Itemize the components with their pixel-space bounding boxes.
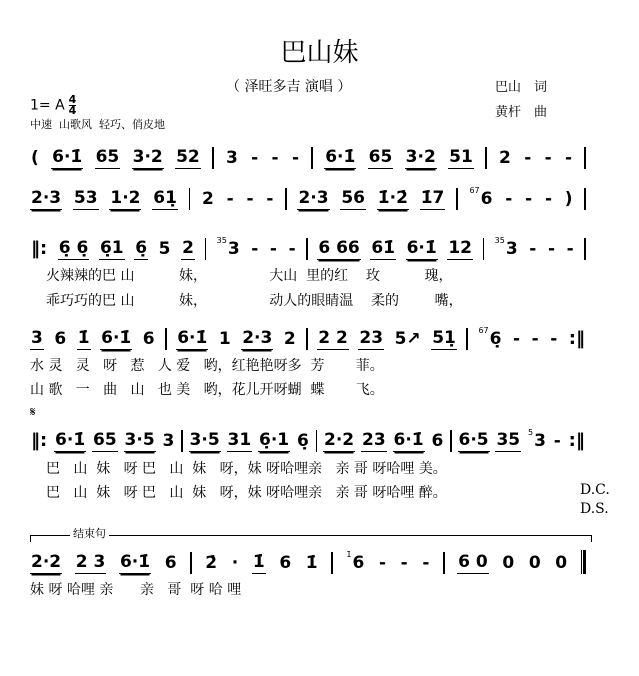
note-group [370, 239, 396, 260]
note-text: - [291, 148, 299, 168]
note-text: 56 [341, 188, 366, 208]
note-group [305, 554, 319, 574]
note-text: 6·1̇ [55, 430, 86, 450]
note-text: 51̣ [432, 328, 456, 348]
note-text: 23 [361, 430, 386, 450]
dash-hold [250, 149, 259, 169]
note-text: 6·1̇ [393, 430, 424, 450]
dash-hold [524, 190, 533, 210]
note-text: - [529, 239, 537, 259]
note-text: 2 [499, 148, 511, 168]
staff-line-1 [30, 145, 586, 169]
note-text: 6·5 [458, 430, 489, 450]
note-text: - [553, 431, 561, 451]
note-text: 6·1̇ [101, 328, 132, 348]
note-text: 65 [93, 430, 117, 450]
bar-line [456, 188, 458, 210]
note-text: - [544, 189, 552, 209]
ds-marking: D.S. [580, 501, 609, 517]
note-text: 6̣ [296, 431, 309, 451]
note-text: 12 [448, 238, 472, 258]
note-text: - [271, 148, 279, 168]
note-group [431, 329, 457, 350]
note-group [99, 239, 125, 260]
note-text: 6 66 [318, 238, 360, 258]
note-text: 3 [505, 239, 518, 259]
note-group [109, 189, 141, 210]
note-group [241, 329, 273, 350]
note-group [406, 239, 438, 260]
note-text: 35 [496, 430, 521, 450]
lyric-line6: 妹 呀 哈哩 亲 亲 哥 呀 哈 哩 [30, 582, 242, 598]
final-bar-line [581, 550, 586, 574]
note-text: 6 [142, 329, 155, 349]
note-text: 6 0 [458, 552, 488, 572]
dash-hold [544, 190, 553, 210]
note-text: 65 [368, 147, 393, 167]
bar-line [306, 328, 308, 350]
note-text: 3 [162, 431, 175, 451]
note-text: 6 [480, 189, 493, 209]
repeat-sign: :‖ [568, 328, 585, 349]
note-text: 51 [449, 147, 473, 167]
note-group [448, 148, 474, 169]
note-group [124, 431, 156, 452]
staff-line-2 [30, 186, 586, 210]
note-group [134, 239, 148, 260]
staff-line-3 [30, 236, 586, 260]
repeat-sign: ‖: [31, 238, 48, 259]
dash-hold [512, 330, 521, 350]
note-text: - [547, 239, 556, 259]
note-group [501, 554, 515, 574]
note-text: 2̇ [205, 553, 218, 573]
dash-hold [226, 190, 235, 210]
note-group [324, 148, 356, 169]
note-text: 0 [555, 553, 568, 573]
bar-line [165, 328, 167, 350]
note-text: 3·5 [124, 430, 155, 450]
note-text: 6·1̇ [177, 328, 208, 348]
note-group [528, 554, 542, 574]
bar-line [443, 552, 445, 574]
note-group [457, 553, 489, 574]
bar-line [450, 430, 452, 452]
bar-line [331, 552, 333, 574]
dash-hold [544, 149, 553, 169]
note-text: 3·5 [189, 430, 220, 450]
note-text: 3·2 [132, 147, 163, 167]
note-text: 2·2 [31, 552, 62, 572]
note-group [73, 189, 99, 210]
note-group [420, 189, 446, 210]
note-text: - [550, 329, 558, 349]
dash-hold [250, 240, 259, 260]
note-group [189, 431, 221, 452]
note-group [231, 554, 239, 574]
note-group [227, 431, 253, 452]
grace-note: 67 [469, 186, 480, 195]
note-text: 6 [54, 329, 67, 349]
note-text: 2 [182, 238, 194, 258]
ending-label: 结束句 [70, 527, 109, 541]
time-signature [69, 95, 77, 116]
bar-line [316, 430, 318, 452]
repeat-sign: :‖ [568, 430, 585, 451]
note-group [368, 148, 394, 169]
lyric-verse2-line3: 乖巧巧的巴 山 妹， 动人的眼睛温 柔的 嘴， [46, 293, 463, 309]
note-text: - [531, 329, 539, 349]
bar-line [212, 147, 214, 169]
note-group [51, 148, 83, 169]
dc-marking: D.C. [580, 482, 610, 498]
key-signature [30, 95, 76, 116]
note-group [75, 553, 107, 574]
bar-line [311, 147, 313, 169]
note-text: 2 [202, 189, 214, 209]
note-group [162, 432, 176, 452]
note-text: 6̣ [489, 329, 502, 349]
note-text: 1 [218, 329, 231, 349]
note-text: ) [564, 189, 573, 209]
note-text: 6 [352, 553, 365, 573]
note-text: 23 [359, 328, 384, 348]
note-group [495, 431, 521, 452]
lyric-verse1-line5: 巴 山 妹 呀 巴 山 妹 呀，妹 呀哈哩亲 亲 哥 呀哈哩 美。 [46, 461, 447, 477]
note-text: - [400, 553, 408, 573]
note-text: - [565, 148, 573, 168]
note-group [394, 330, 422, 350]
note-group [317, 239, 360, 260]
note-text: - [266, 189, 274, 209]
note-text: 6̣1 [99, 238, 124, 258]
note-group [152, 189, 178, 210]
lyric-verse2-line4: 山 歌 一 曲 山 也 美 哟，花儿开呀蝴 蝶 飞。 [30, 382, 384, 398]
note-text: 2·3 [298, 188, 329, 208]
note-group [176, 329, 208, 350]
note-text: 6·1̇ [406, 238, 437, 258]
note-group [494, 236, 519, 260]
bar-line [584, 238, 586, 260]
note-text: - [422, 553, 430, 573]
note-text: 5↗ [394, 329, 421, 349]
note-text: - [288, 239, 296, 259]
note-group [340, 189, 366, 210]
dash-hold [269, 240, 278, 260]
note-group [181, 239, 195, 260]
note-text: 1̇ [252, 552, 265, 572]
bar-line [306, 238, 308, 260]
note-text: 3 [534, 431, 546, 451]
grace-note: 67 [478, 326, 489, 335]
note-group [283, 330, 297, 350]
bar-line [485, 147, 487, 169]
note-group [30, 149, 40, 169]
note-text: · [231, 553, 239, 573]
grace-note: 35 [494, 236, 505, 245]
note-text: 6·1̇ [325, 147, 356, 167]
note-group [278, 554, 292, 574]
bar-line [189, 188, 191, 210]
staff-line-4 [30, 326, 586, 350]
note-group [77, 329, 91, 350]
dash-hold [528, 240, 537, 260]
note-text: 6 [431, 431, 444, 451]
song-title: 巴山妹 [280, 38, 359, 68]
note-group [468, 186, 493, 210]
note-text: 65 [95, 147, 120, 167]
note-text: 6 [164, 553, 177, 573]
bar-line [205, 238, 207, 260]
composer-credit: 黄杆 曲 [495, 105, 548, 120]
note-text: - [251, 148, 259, 168]
note-group [92, 431, 118, 452]
note-text: 53 [73, 188, 98, 208]
note-group [58, 239, 90, 260]
note-text: - [525, 189, 533, 209]
note-text: - [566, 239, 574, 259]
dash-hold [523, 149, 532, 169]
note-text: 6̣·1 [259, 430, 290, 450]
dash-hold [549, 330, 558, 350]
note-text: 1̇7 [420, 188, 445, 208]
note-group [430, 432, 444, 452]
note-text: - [251, 239, 259, 259]
note-group [564, 190, 574, 210]
dash-hold [265, 190, 274, 210]
key-label: 1= A [30, 97, 65, 114]
segno-sign: 𝄋 [30, 405, 36, 420]
lyricist-credit: 巴山 词 [495, 80, 548, 95]
tempo-marking: 中速 山歌风 轻巧、俏皮地 [30, 118, 165, 131]
note-text: - [246, 189, 254, 209]
note-text: 6·1̇ [52, 147, 83, 167]
note-group [345, 550, 365, 574]
note-text: 2·2 [324, 430, 355, 450]
note-text: 0 [528, 553, 541, 573]
note-group [296, 432, 310, 452]
bar-line [466, 328, 468, 350]
note-group [204, 554, 218, 574]
note-group [258, 431, 290, 452]
dash-hold [421, 554, 430, 574]
note-group [527, 428, 547, 452]
note-group [358, 329, 384, 350]
note-text: - [269, 239, 277, 259]
grace-note: 5 [527, 428, 534, 437]
dash-hold [547, 240, 556, 260]
dash-hold [553, 432, 562, 452]
dash-hold [400, 554, 409, 574]
bar-line [190, 552, 192, 574]
note-group [30, 553, 62, 574]
time-sig-numerator: 4 [68, 93, 77, 106]
note-group [458, 431, 490, 452]
note-text: 6·1̇ [119, 552, 151, 572]
note-group [317, 329, 349, 350]
note-text: 6̣ 6̣ [58, 238, 89, 258]
note-group [95, 148, 121, 169]
note-group [377, 189, 409, 210]
dash-hold [245, 190, 254, 210]
note-group [100, 329, 132, 350]
dash-hold [566, 240, 575, 260]
note-group [477, 326, 502, 350]
grace-note: 35 [216, 236, 227, 245]
note-group [225, 149, 239, 169]
note-group [164, 554, 178, 574]
note-group [297, 189, 329, 210]
note-text: 3·2 [405, 147, 436, 167]
note-text: 0 [502, 553, 515, 573]
note-group [119, 553, 151, 574]
note-text: 1̇·2̇ [377, 188, 408, 208]
note-text: 1·2 [110, 188, 141, 208]
time-sig-denominator: 4 [68, 104, 77, 117]
note-text: 3 [227, 239, 240, 259]
note-text: 2 2 [318, 328, 348, 348]
dash-hold [531, 330, 540, 350]
dash-hold [504, 190, 513, 210]
note-text: 31 [227, 430, 252, 450]
note-group [142, 330, 156, 350]
staff-line-5 [30, 428, 586, 452]
note-text: 6̣ [135, 238, 148, 258]
note-group [323, 431, 355, 452]
note-text: 5 [158, 239, 171, 259]
note-text: 6 [279, 553, 292, 573]
note-group [393, 431, 425, 452]
ending-bracket [30, 535, 592, 542]
note-group [554, 554, 568, 574]
note-group [54, 431, 86, 452]
staff-line-6 [30, 550, 586, 574]
bar-line [181, 430, 183, 452]
note-text: - [524, 148, 532, 168]
note-group [218, 330, 232, 350]
bar-line [285, 188, 287, 210]
note-group [53, 330, 67, 350]
note-text: 2·3 [31, 188, 62, 208]
note-text: 2 3 [75, 552, 106, 572]
note-text: 2 [283, 329, 296, 349]
note-text: 1̇ [305, 553, 318, 573]
note-text: - [513, 329, 521, 349]
dash-hold [378, 554, 387, 574]
note-group [216, 236, 241, 260]
note-text: 3 [31, 328, 43, 348]
note-text: ( [31, 148, 39, 168]
bar-line [483, 238, 485, 260]
lyric-verse1-line3: 火辣辣的巴 山 妹， 大山 里的红 玫 瑰， [46, 268, 453, 284]
note-group [30, 189, 62, 210]
note-group [405, 148, 437, 169]
note-text: - [544, 148, 552, 168]
bar-line [584, 147, 586, 169]
lyric-verse2-line5: 巴 山 妹 呀 巴 山 妹 呀，妹 呀哈哩亲 亲 哥 呀哈哩 醉。 [46, 485, 447, 501]
note-group [30, 329, 44, 350]
dash-hold [564, 149, 573, 169]
note-group [361, 431, 387, 452]
dash-hold [271, 149, 280, 169]
note-group [447, 239, 473, 260]
repeat-sign: ‖: [31, 430, 48, 451]
note-text: 3 [225, 148, 238, 168]
lyric-verse1-line4: 水 灵 灵 呀 惹 人 爱 哟，红艳艳呀多 芳 菲。 [30, 358, 384, 374]
note-group [201, 190, 215, 210]
note-text: - [378, 553, 387, 573]
note-text: 2·3 [242, 328, 273, 348]
dash-hold [288, 240, 297, 260]
note-group [175, 148, 201, 169]
note-text: - [226, 189, 234, 209]
note-group [132, 148, 164, 169]
singer-credit: （ 泽旺多吉 演唱 ） [226, 79, 352, 95]
note-text: 1̇ [77, 328, 90, 348]
note-text: 52 [176, 147, 200, 167]
bar-line [584, 188, 586, 210]
note-group [252, 553, 266, 574]
note-text: 61̣ [153, 188, 177, 208]
note-group [498, 149, 512, 169]
note-group [158, 240, 172, 260]
dash-hold [291, 149, 300, 169]
note-text: 61̇ [371, 238, 395, 258]
note-text: - [505, 189, 513, 209]
grace-note: 1̇ [346, 550, 352, 559]
